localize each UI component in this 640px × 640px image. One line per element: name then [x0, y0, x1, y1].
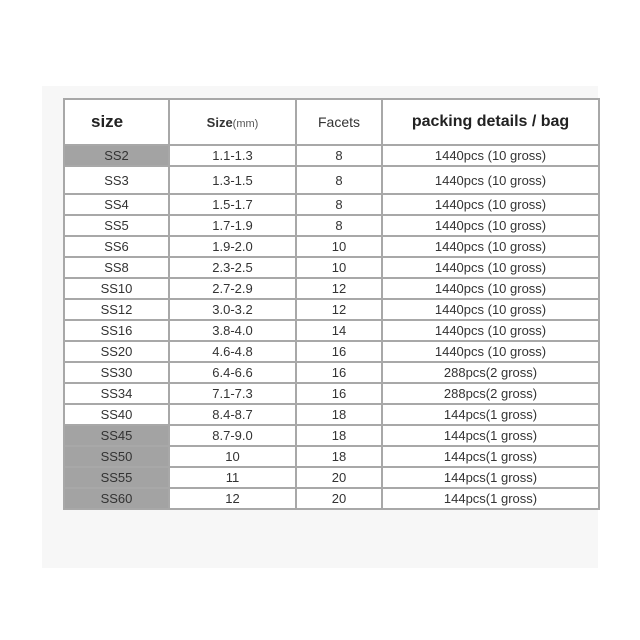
cell-packing: 144pcs(1 gross)	[382, 488, 599, 509]
table-row	[64, 425, 599, 446]
table-row	[64, 299, 599, 320]
cell-facets: 16	[296, 362, 382, 383]
cell-facets: 12	[296, 299, 382, 320]
cell-size: SS12	[64, 299, 169, 320]
cell-packing: 288pcs(2 gross)	[382, 362, 599, 383]
cell-facets: 8	[296, 194, 382, 215]
cell-size-mm: 1.9-2.0	[169, 236, 296, 257]
table-row	[64, 278, 599, 299]
cell-packing: 144pcs(1 gross)	[382, 467, 599, 488]
cell-packing: 1440pcs (10 gross)	[382, 341, 599, 362]
cell-size-mm: 3.8-4.0	[169, 320, 296, 341]
cell-size-mm: 11	[169, 467, 296, 488]
cell-facets: 8	[296, 166, 382, 194]
cell-size-mm: 2.3-2.5	[169, 257, 296, 278]
table-row	[64, 362, 599, 383]
cell-size-mm: 8.7-9.0	[169, 425, 296, 446]
table-row	[64, 166, 599, 194]
cell-size: SS55	[64, 467, 169, 488]
cell-size-mm: 6.4-6.6	[169, 362, 296, 383]
cell-size-mm: 1.5-1.7	[169, 194, 296, 215]
cell-size: SS50	[64, 446, 169, 467]
table-row	[64, 257, 599, 278]
cell-size-mm: 4.6-4.8	[169, 341, 296, 362]
cell-packing: 1440pcs (10 gross)	[382, 145, 599, 166]
table-row	[64, 467, 599, 488]
cell-packing: 1440pcs (10 gross)	[382, 166, 599, 194]
table-row	[64, 446, 599, 467]
cell-size-mm: 8.4-8.7	[169, 404, 296, 425]
cell-packing: 144pcs(1 gross)	[382, 425, 599, 446]
table-row	[64, 320, 599, 341]
cell-size: SS6	[64, 236, 169, 257]
cell-size-mm: 12	[169, 488, 296, 509]
cell-facets: 16	[296, 341, 382, 362]
cell-facets: 18	[296, 425, 382, 446]
header-size: size	[64, 99, 169, 145]
cell-facets: 10	[296, 257, 382, 278]
header-facets: Facets	[296, 99, 382, 145]
cell-size: SS10	[64, 278, 169, 299]
cell-packing: 1440pcs (10 gross)	[382, 236, 599, 257]
cell-facets: 8	[296, 145, 382, 166]
cell-facets: 20	[296, 467, 382, 488]
cell-size: SS60	[64, 488, 169, 509]
cell-size-mm: 1.3-1.5	[169, 166, 296, 194]
table-row	[64, 215, 599, 236]
table-row	[64, 145, 599, 166]
cell-size: SS5	[64, 215, 169, 236]
cell-facets: 14	[296, 320, 382, 341]
cell-size: SS34	[64, 383, 169, 404]
cell-size: SS2	[64, 145, 169, 166]
table-row	[64, 236, 599, 257]
cell-size-mm: 10	[169, 446, 296, 467]
cell-size-mm: 7.1-7.3	[169, 383, 296, 404]
cell-size: SS16	[64, 320, 169, 341]
cell-packing: 1440pcs (10 gross)	[382, 320, 599, 341]
cell-packing: 144pcs(1 gross)	[382, 404, 599, 425]
cell-packing: 1440pcs (10 gross)	[382, 257, 599, 278]
cell-facets: 10	[296, 236, 382, 257]
cell-size-mm: 2.7-2.9	[169, 278, 296, 299]
header-size-mm-unit: (mm)	[232, 117, 259, 130]
cell-size-mm: 3.0-3.2	[169, 299, 296, 320]
header-size-mm	[169, 99, 296, 145]
cell-size-mm: 1.1-1.3	[169, 145, 296, 166]
cell-packing: 1440pcs (10 gross)	[382, 194, 599, 215]
cell-size: SS8	[64, 257, 169, 278]
cell-packing: 144pcs(1 gross)	[382, 446, 599, 467]
cell-facets: 18	[296, 404, 382, 425]
table-row	[64, 341, 599, 362]
cell-packing: 1440pcs (10 gross)	[382, 299, 599, 320]
table-header-row	[64, 99, 599, 145]
cell-packing: 1440pcs (10 gross)	[382, 278, 599, 299]
table-row	[64, 194, 599, 215]
cell-size: SS20	[64, 341, 169, 362]
header-size-mm-label: Size	[206, 114, 233, 130]
cell-size: SS3	[64, 166, 169, 194]
cell-size-mm: 1.7-1.9	[169, 215, 296, 236]
cell-facets: 8	[296, 215, 382, 236]
cell-facets: 16	[296, 383, 382, 404]
table-row	[64, 488, 599, 509]
cell-facets: 18	[296, 446, 382, 467]
cell-size: SS30	[64, 362, 169, 383]
cell-packing: 1440pcs (10 gross)	[382, 215, 599, 236]
cell-size: SS4	[64, 194, 169, 215]
table-body	[64, 145, 599, 509]
header-packing-details: packing details / bag	[382, 99, 599, 145]
cell-size: SS40	[64, 404, 169, 425]
cell-facets: 20	[296, 488, 382, 509]
table-row	[64, 404, 599, 425]
cell-size: SS45	[64, 425, 169, 446]
rhinestone-size-table	[63, 98, 600, 510]
table-row	[64, 383, 599, 404]
cell-packing: 288pcs(2 gross)	[382, 383, 599, 404]
cell-facets: 12	[296, 278, 382, 299]
